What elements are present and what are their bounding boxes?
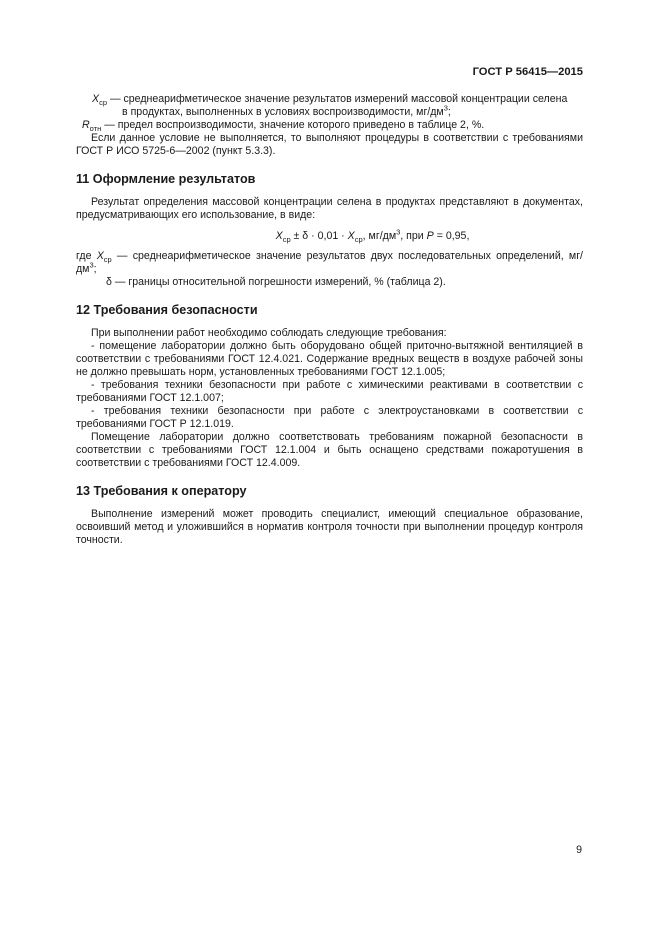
document-code: ГОСТ Р 56415—2015 (472, 66, 583, 78)
formula-sub1: ср (282, 235, 291, 245)
formula-p-value: = 0,95, (433, 230, 470, 242)
delta-definition: δ — границы относительной погрешности измерений, % (таблица 2). (106, 276, 446, 288)
definition-x-cp-text1: — среднеарифметическое значение результатов измерений массовой концентрации селена (107, 93, 568, 105)
page-content (76, 93, 583, 547)
condition-paragraph: Если данное условие не выполняется, то выполняют процедуры в соответствии с требованиями ГОСТ Р ИСО 5725-6—2002 (пункт 5.3.3). (76, 132, 583, 157)
where-definition (76, 250, 583, 276)
section-13-paragraph: Выполнение измерений может проводить специалист, имеющий специальное образование, освоивший метод и уложившийся в норматив контроля точности при выполнении процедур контроля точности. (76, 508, 583, 546)
where-prefix: где (76, 250, 97, 262)
formula-x1: X (275, 230, 283, 242)
symbol-r-sub: отн (89, 124, 102, 134)
definition-r-text: — предел воспроизводимости, значение которого приведено в таблице 2, %. (101, 119, 485, 131)
page-number: 9 (576, 844, 582, 856)
section-12-fire-safety: Помещение лаборатории должно соответствовать требованиям пожарной безопасности в соответствии с требованиями ГОСТ 12.1.004 и быть оснащено средствами пожаротушения в соответствии с требованиями ГОСТ 12.4.009. (76, 431, 583, 469)
section-12-title: 12 Требования безопасности (76, 303, 258, 317)
where-sup: 3 (89, 260, 94, 270)
definition-x-cp-sup: 3 (443, 103, 448, 113)
section-11-title: 11 Оформление результатов (76, 172, 256, 186)
where-end: ; (93, 263, 97, 275)
formula-units: , мг/дм (362, 230, 397, 242)
where-symbol: X (96, 250, 104, 262)
result-formula (76, 227, 583, 245)
section-12-item-1: - помещение лаборатории должно быть оборудовано общей приточно-вытяжной вентиляцией в соответствии с требованиями ГОСТ 12.4.021. Содержание вредных веществ в воздухе рабочей зоны не должно превышать норм, установленных требованиями ГОСТ 12.1.005; (76, 340, 583, 378)
formula-units-sup: 3 (396, 227, 401, 237)
section-11-paragraph: Результат определения массовой концентрации селена в продуктах представляют в документах, предусматривающих его использование, в виде: (76, 196, 583, 221)
formula-condition: , при (400, 230, 427, 242)
definition-x-cp-text2: в продуктах, выполненных в условиях воспроизводимости, мг/дм (122, 106, 444, 118)
formula-x2: X (347, 230, 355, 242)
section-13-title: 13 Требования к оператору (76, 484, 247, 498)
formula-sub2: ср (354, 235, 363, 245)
where-sub: ср (103, 255, 112, 265)
where-text: — среднеарифметическое значение результатов двух последовательных определений, мг/дм (76, 250, 584, 275)
definition-r-otn (76, 119, 583, 132)
section-12-intro: При выполнении работ необходимо соблюдать следующие требования: (91, 327, 447, 339)
symbol-x: X (92, 93, 100, 105)
section-12-item-2: - требования техники безопасности при работе с химическими реактивами в соответствии с требованиями ГОСТ 12.1.007; (76, 379, 583, 404)
definition-x-cp-end: ; (447, 106, 451, 118)
section-12-item-3: - требования техники безопасности при работе с электроустановками в соответствии с требованиями ГОСТ Р 12.1.019. (76, 405, 583, 430)
formula-p: P (426, 230, 434, 242)
symbol-x-sub: ср (99, 98, 107, 108)
definition-x-cp (76, 93, 583, 119)
symbol-r: R (82, 119, 90, 131)
formula-mid: ± δ · 0,01 · (290, 230, 348, 242)
